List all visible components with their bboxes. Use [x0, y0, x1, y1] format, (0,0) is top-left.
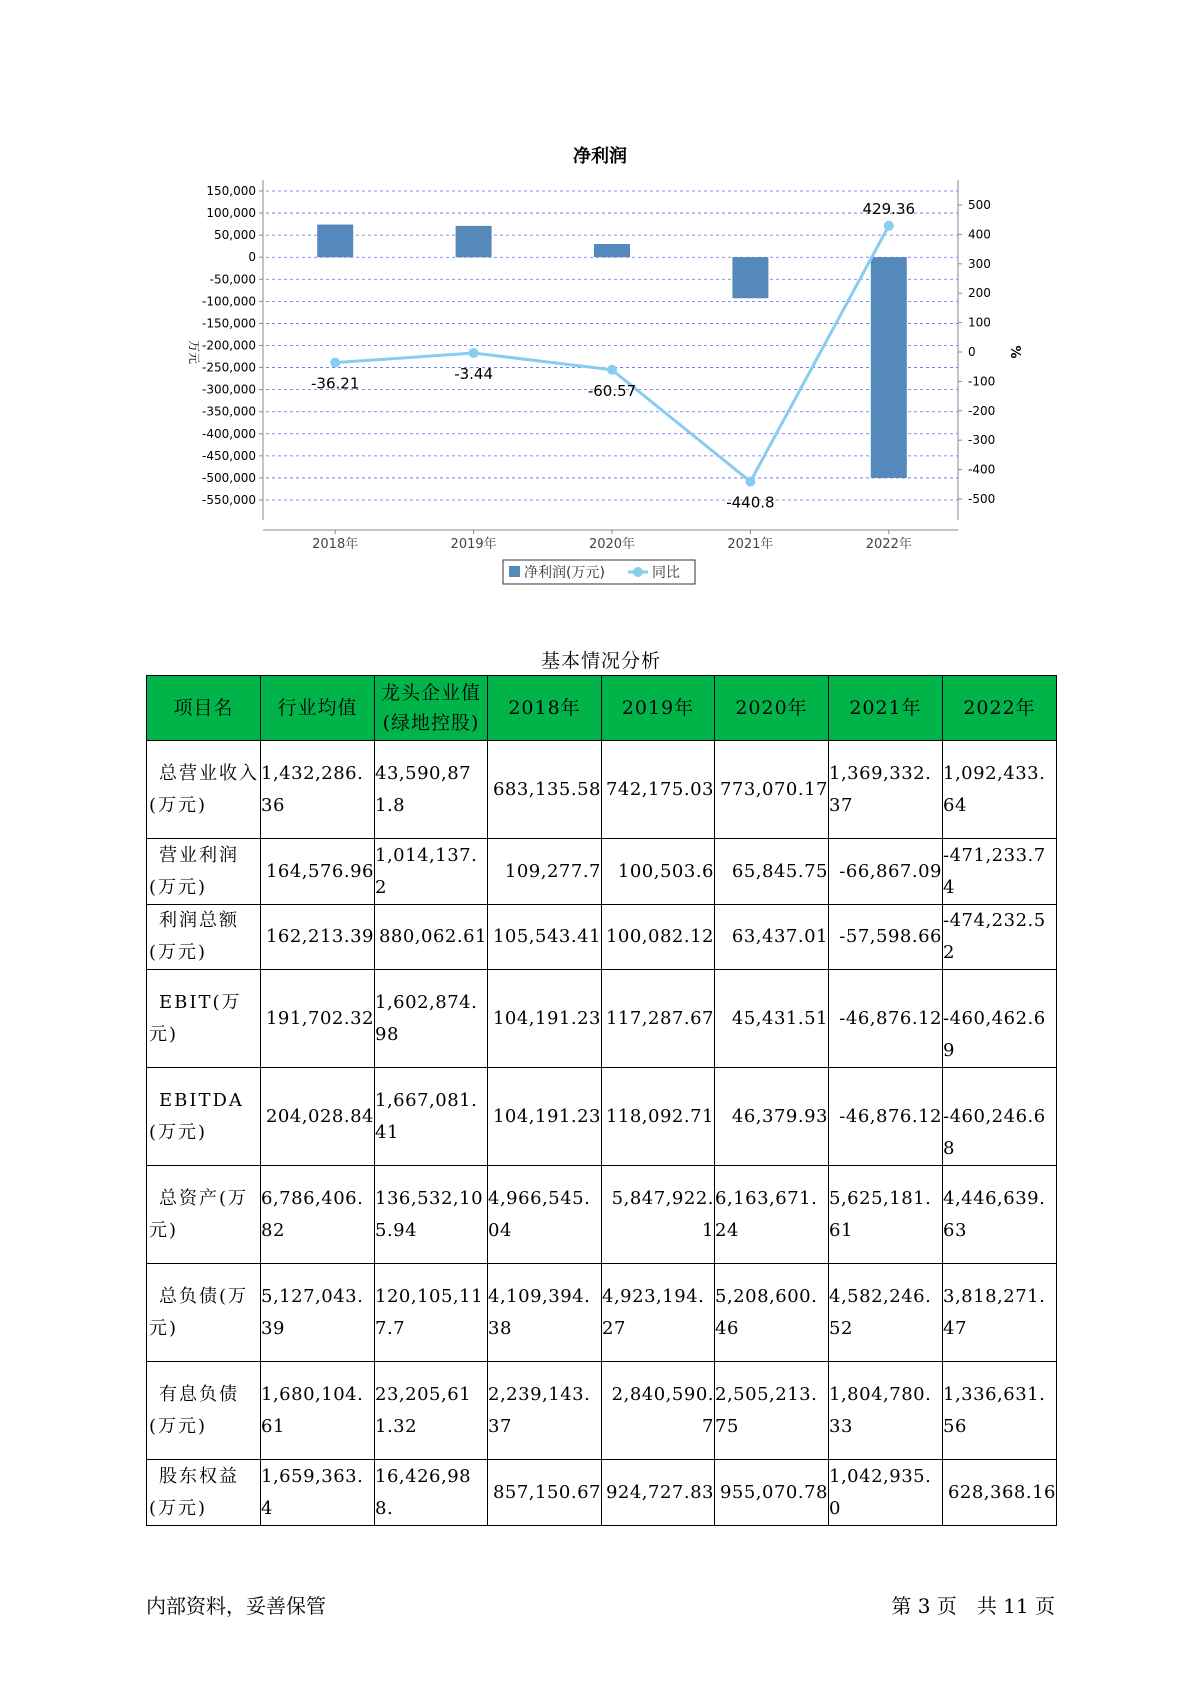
- cell: 105,543.41: [488, 905, 602, 970]
- cell: -46,876.12: [829, 970, 943, 1068]
- right-axis-label: %: [1007, 345, 1022, 359]
- left-tick-label: 100,000: [206, 206, 256, 221]
- right-tick-label: 500: [968, 198, 991, 212]
- x-tick-label: 2021年: [727, 537, 774, 552]
- header-2022: 2022年: [943, 676, 1057, 741]
- left-tick-label: 50,000: [214, 228, 256, 243]
- left-tick-label: 150,000: [206, 184, 256, 198]
- cell: 204,028.84: [261, 1068, 375, 1166]
- data-label: 429.36: [862, 199, 916, 218]
- net-profit-chart: [0, 0, 1191, 620]
- bar: [317, 225, 353, 258]
- data-label: -3.44: [454, 365, 494, 384]
- right-y-axis: [958, 180, 995, 520]
- grid-lines: [266, 191, 958, 500]
- cell: 162,213.39: [261, 905, 375, 970]
- cell: 136,532,105.94: [375, 1166, 488, 1264]
- x-axis: [263, 530, 958, 552]
- cell: 5,208,600.46: [715, 1264, 829, 1362]
- cell: 1,369,332.37: [829, 741, 943, 839]
- header-2021: 2021年: [829, 676, 943, 741]
- cell: -460,462.69: [943, 970, 1057, 1068]
- cell: -66,867.09: [829, 839, 943, 905]
- bar: [732, 257, 768, 298]
- left-tick-label: -500,000: [202, 470, 256, 485]
- cell: 104,191.23: [488, 970, 602, 1068]
- left-tick-label: -550,000: [202, 493, 256, 507]
- left-tick-label: -250,000: [202, 360, 256, 375]
- row-label: 有息负债(万元): [147, 1362, 261, 1460]
- table-row: [147, 1362, 1057, 1460]
- cell: 4,109,394.38: [488, 1264, 602, 1362]
- right-tick-label: 300: [968, 256, 991, 271]
- cell: 63,437.01: [715, 905, 829, 970]
- cell: 23,205,611.32: [375, 1362, 488, 1460]
- right-tick-label: 200: [968, 286, 991, 301]
- line-point: [330, 358, 340, 368]
- cell: 1,804,780.33: [829, 1362, 943, 1460]
- table-row: [147, 1166, 1057, 1264]
- cell: -471,233.74: [943, 839, 1057, 905]
- table-row: [147, 839, 1057, 905]
- left-tick-label: -300,000: [202, 382, 256, 397]
- legend-line-label: 同比: [652, 565, 680, 581]
- cell: 46,379.93: [715, 1068, 829, 1166]
- x-tick-label: 2022年: [865, 537, 912, 552]
- left-tick-label: -150,000: [202, 316, 256, 331]
- cell: 880,062.61: [375, 905, 488, 970]
- cell: 924,727.83: [602, 1460, 715, 1526]
- chart-title: 净利润: [573, 146, 627, 167]
- legend-line-marker: [633, 567, 643, 577]
- table-row: [147, 1264, 1057, 1362]
- left-tick-label: -200,000: [202, 338, 256, 353]
- right-tick-label: -400: [968, 462, 996, 477]
- cell: -57,598.66: [829, 905, 943, 970]
- cell: 628,368.16: [943, 1460, 1057, 1526]
- cell: 1,667,081.41: [375, 1068, 488, 1166]
- cell: 1,014,137.2: [375, 839, 488, 905]
- cell: 2,239,143.37: [488, 1362, 602, 1460]
- cell: 45,431.51: [715, 970, 829, 1068]
- right-tick-label: -500: [968, 492, 996, 506]
- cell: 4,446,639.63: [943, 1166, 1057, 1264]
- table-row: [147, 970, 1057, 1068]
- cell: 164,576.96: [261, 839, 375, 905]
- cell: 120,105,117.7: [375, 1264, 488, 1362]
- footer-page-number: 第 3 页 共 11 页: [891, 1594, 1055, 1618]
- right-tick-label: 100: [968, 315, 991, 330]
- row-label: 总负债(万元): [147, 1264, 261, 1362]
- cell: 109,277.7: [488, 839, 602, 905]
- cell: 955,070.78: [715, 1460, 829, 1526]
- x-tick-label: 2019年: [450, 537, 497, 552]
- cell: 1,042,935.0: [829, 1460, 943, 1526]
- header-2020: 2020年: [715, 676, 829, 741]
- x-tick-label: 2020年: [588, 537, 636, 552]
- cell: 1,659,363.4: [261, 1460, 375, 1526]
- data-label: -440.8: [726, 493, 775, 512]
- row-label: 利润总额(万元): [147, 905, 261, 970]
- left-y-axis: [202, 180, 263, 520]
- right-tick-label: -300: [968, 433, 996, 448]
- left-tick-label: -350,000: [202, 404, 256, 419]
- left-tick-label: -400,000: [202, 426, 256, 441]
- left-axis-label: 万元: [187, 339, 201, 365]
- cell: -46,876.12: [829, 1068, 943, 1166]
- row-label: EBITDA(万元): [147, 1068, 261, 1166]
- cell: 1,432,286.36: [261, 741, 375, 839]
- line-point: [745, 477, 755, 487]
- header-2019: 2019年: [602, 676, 715, 741]
- data-label: -36.21: [311, 374, 360, 393]
- row-label: EBIT(万元): [147, 970, 261, 1068]
- cell: 773,070.17: [715, 741, 829, 839]
- cell: 43,590,871.8: [375, 741, 488, 839]
- cell: -474,232.52: [943, 905, 1057, 970]
- cell: 1,336,631.56: [943, 1362, 1057, 1460]
- cell: 5,625,181.61: [829, 1166, 943, 1264]
- cell: 6,163,671.24: [715, 1166, 829, 1264]
- cell: 2,840,590.7: [602, 1362, 715, 1460]
- cell: 2,505,213.75: [715, 1362, 829, 1460]
- header-item-name: 项目名: [147, 676, 261, 741]
- left-tick-label: -450,000: [202, 448, 256, 463]
- line-point: [469, 348, 479, 358]
- cell: 4,966,545.04: [488, 1166, 602, 1264]
- line-path: [335, 226, 889, 482]
- cell: 118,092.71: [602, 1068, 715, 1166]
- left-tick-label: -50,000: [209, 272, 256, 287]
- cell: 100,503.6: [602, 839, 715, 905]
- cell: 1,602,874.98: [375, 970, 488, 1068]
- bar: [594, 244, 630, 257]
- right-tick-label: 0: [968, 345, 976, 359]
- row-label: 总营业收入(万元): [147, 741, 261, 839]
- bar: [871, 257, 907, 478]
- table-caption: 基本情况分析: [540, 650, 661, 672]
- right-tick-label: 400: [968, 227, 991, 242]
- cell: 100,082.12: [602, 905, 715, 970]
- left-tick-label: -100,000: [202, 294, 256, 309]
- line-point: [884, 221, 894, 231]
- data-label: -60.57: [587, 381, 637, 400]
- bar-series: [317, 225, 907, 478]
- header-leader-value: 龙头企业值(绿地控股): [375, 676, 488, 741]
- bar: [456, 226, 492, 257]
- cell: 65,845.75: [715, 839, 829, 905]
- cell: 5,127,043.39: [261, 1264, 375, 1362]
- row-label: 营业利润(万元): [147, 839, 261, 905]
- cell: 1,092,433.64: [943, 741, 1057, 839]
- table-row: [147, 1460, 1057, 1526]
- header-industry-avg: 行业均值: [261, 676, 375, 741]
- x-tick-label: 2018年: [312, 537, 359, 552]
- analysis-table: [146, 675, 1057, 1526]
- cell: 4,923,194.27: [602, 1264, 715, 1362]
- row-label: 股东权益(万元): [147, 1460, 261, 1526]
- legend-bar-label: 净利润(万元): [524, 565, 605, 581]
- cell: 742,175.03: [602, 741, 715, 839]
- cell: 857,150.67: [488, 1460, 602, 1526]
- left-tick-label: 0: [248, 250, 256, 265]
- cell: 16,426,988.: [375, 1460, 488, 1526]
- legend-bar-swatch: [509, 566, 520, 577]
- line-point: [607, 365, 617, 375]
- table-row: [147, 1068, 1057, 1166]
- table-row: [147, 741, 1057, 839]
- table-row: [147, 905, 1057, 970]
- cell: 117,287.67: [602, 970, 715, 1068]
- cell: 5,847,922.1: [602, 1166, 715, 1264]
- right-tick-label: -200: [968, 403, 996, 418]
- cell: 104,191.23: [488, 1068, 602, 1166]
- footer-confidential: 内部资料，妥善保管: [146, 1594, 326, 1618]
- cell: 683,135.58: [488, 741, 602, 839]
- header-2018: 2018年: [488, 676, 602, 741]
- cell: 4,582,246.52: [829, 1264, 943, 1362]
- cell: 6,786,406.82: [261, 1166, 375, 1264]
- row-label: 总资产(万元): [147, 1166, 261, 1264]
- right-tick-label: -100: [968, 374, 996, 389]
- cell: -460,246.68: [943, 1068, 1057, 1166]
- cell: 1,680,104.61: [261, 1362, 375, 1460]
- cell: 3,818,271.47: [943, 1264, 1057, 1362]
- chart-legend: [503, 560, 695, 584]
- cell: 191,702.32: [261, 970, 375, 1068]
- table-header-row: [147, 676, 1057, 741]
